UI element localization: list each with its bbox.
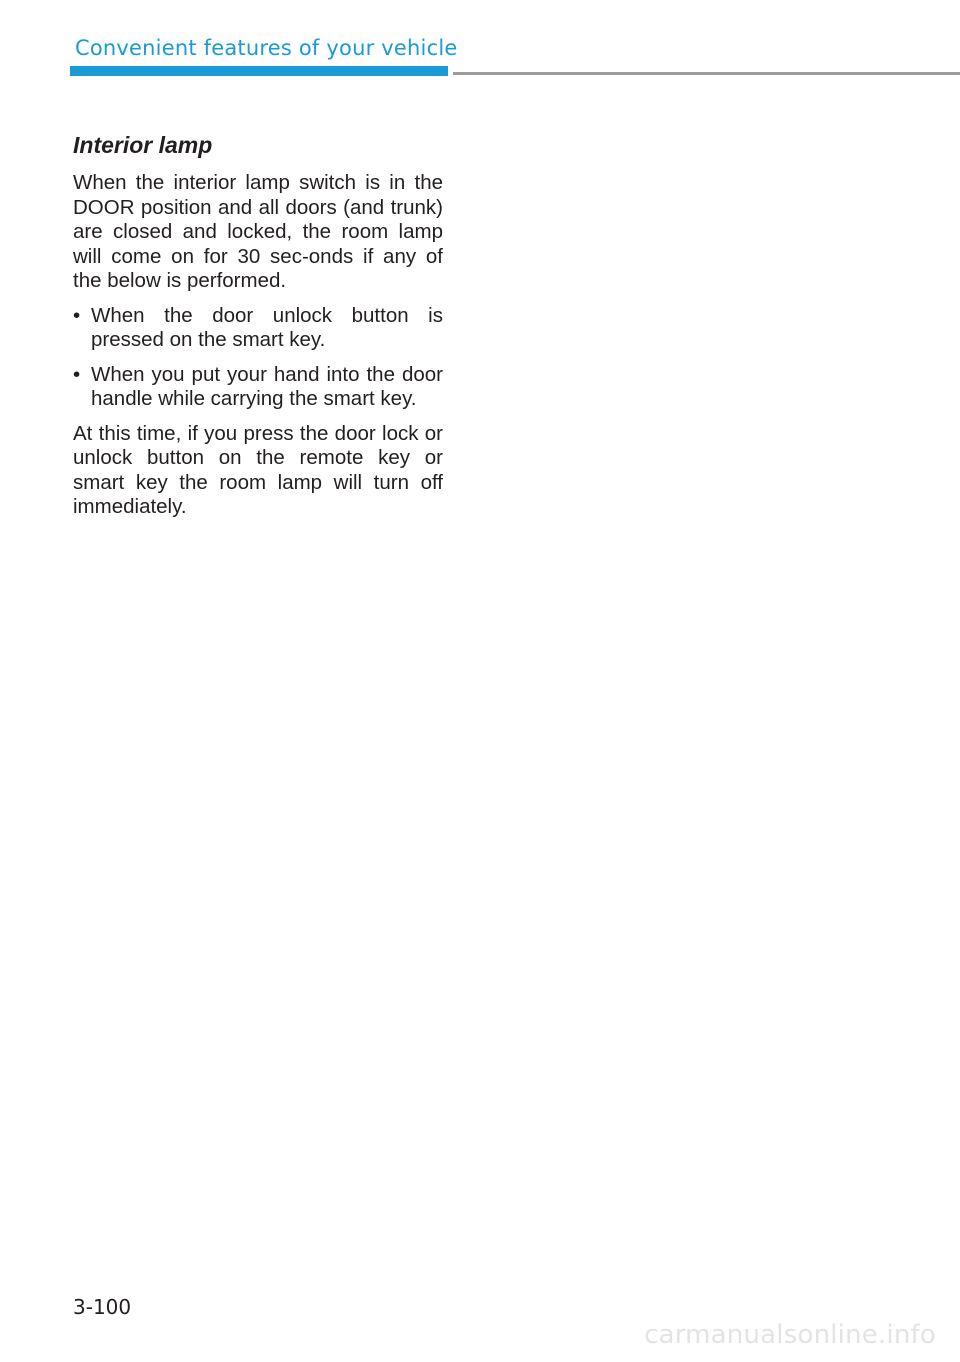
watermark: carmanualsonline.info xyxy=(644,1320,936,1350)
bullet-mark: • xyxy=(73,362,81,386)
page-number: 3-100 xyxy=(73,1295,132,1319)
closing-paragraph: At this time, if you press the door lock or unlock button on the remote key or smart key the room lamp will turn off immediately. xyxy=(73,421,443,518)
section-heading: Interior lamp xyxy=(73,132,213,158)
header-accent-bar xyxy=(70,66,448,76)
list-item xyxy=(73,363,443,412)
list-item-text: When you put your hand into the door handle while carrying the smart key. xyxy=(91,362,443,410)
list-item xyxy=(73,304,443,353)
section-interior-lamp xyxy=(73,128,443,530)
bullet-mark: • xyxy=(73,303,81,327)
intro-paragraph: When the interior lamp switch is in the DOOR position and all doors (and trunk) are closed and locked, the room lamp will come on for 30 sec-onds if any of the below is performed. xyxy=(73,171,443,292)
chapter-title: Convenient features of your vehicle xyxy=(75,36,458,60)
condition-list xyxy=(73,304,443,412)
list-item-text: When the door unlock button is pressed on the smart key. xyxy=(91,303,443,351)
header-rule xyxy=(453,72,960,75)
